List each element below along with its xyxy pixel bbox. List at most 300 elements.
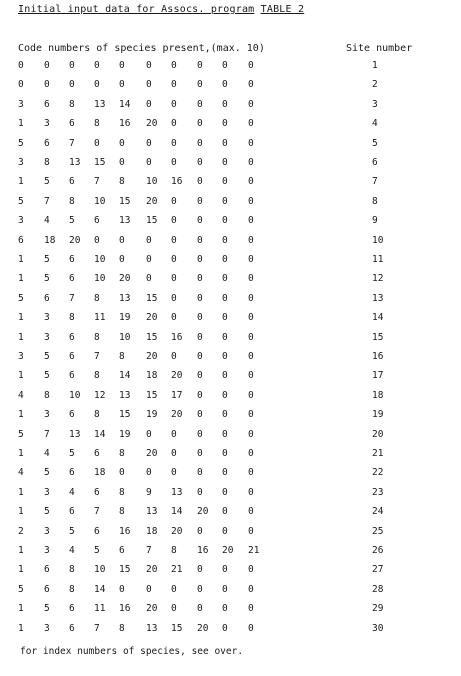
- species-code-cell: 13: [119, 215, 131, 227]
- species-code-cell: 6: [44, 137, 50, 149]
- species-code-cell: 20: [171, 525, 183, 537]
- species-code-cell: 0: [171, 157, 177, 168]
- species-code-cell: 6: [119, 545, 125, 556]
- species-code-cell: 0: [171, 351, 177, 362]
- species-code-cell: 3: [44, 525, 50, 537]
- species-code-cell: 0: [222, 448, 228, 459]
- species-code-cell: 3: [18, 157, 24, 168]
- species-code-cell: 15: [119, 564, 131, 576]
- table-row: [0, 564, 461, 576]
- species-code-cell: 1: [18, 370, 24, 382]
- species-code-cell: 0: [222, 603, 228, 615]
- species-code-cell: 8: [44, 389, 50, 401]
- site-number-cell: 17: [372, 370, 384, 382]
- species-code-cell: 3: [44, 545, 50, 556]
- species-code-cell: 0: [119, 79, 125, 91]
- species-code-cell: 15: [94, 157, 106, 168]
- species-code-cell: 0: [197, 409, 203, 421]
- species-code-cell: 1: [18, 564, 24, 576]
- species-code-cell: 20: [197, 506, 209, 518]
- species-code-cell: 10: [94, 254, 106, 265]
- species-code-cell: 0: [197, 60, 203, 71]
- species-code-cell: 0: [197, 583, 203, 595]
- species-code-cell: 21: [248, 545, 260, 556]
- species-code-cell: 0: [197, 273, 203, 285]
- species-code-cell: 8: [119, 351, 125, 362]
- species-code-cell: 6: [69, 622, 75, 634]
- species-code-cell: 16: [171, 176, 183, 188]
- species-code-cell: 0: [146, 273, 152, 285]
- species-code-cell: 0: [248, 525, 254, 537]
- species-code-cell: 13: [146, 506, 158, 518]
- species-code-cell: 6: [44, 98, 50, 110]
- species-code-cell: 0: [222, 292, 228, 304]
- species-code-cell: 0: [248, 292, 254, 304]
- species-code-cell: 16: [197, 545, 209, 556]
- species-code-cell: 0: [197, 215, 203, 227]
- species-code-cell: 0: [69, 79, 75, 91]
- species-code-cell: 5: [44, 254, 50, 265]
- species-code-cell: 13: [69, 157, 81, 168]
- species-code-cell: 6: [69, 370, 75, 382]
- table-row: [0, 138, 461, 150]
- species-code-cell: 8: [69, 195, 75, 207]
- species-code-cell: 8: [69, 564, 75, 576]
- species-code-cell: 1: [18, 622, 24, 634]
- species-code-cell: 15: [119, 409, 131, 421]
- species-code-cell: 0: [171, 312, 177, 324]
- species-code-cell: 0: [248, 118, 254, 130]
- species-code-cell: 10: [119, 331, 131, 343]
- species-code-cell: 20: [146, 564, 158, 576]
- species-code-cell: 0: [222, 622, 228, 634]
- species-code-cell: 0: [197, 428, 203, 440]
- species-code-cell: 11: [94, 312, 106, 324]
- species-code-cell: 0: [248, 79, 254, 91]
- species-code-cell: 7: [69, 137, 75, 149]
- species-code-cell: 0: [248, 506, 254, 518]
- species-code-cell: 0: [119, 234, 125, 246]
- species-code-cell: 0: [248, 564, 254, 576]
- species-code-cell: 16: [119, 603, 131, 615]
- species-code-cell: 7: [94, 176, 100, 188]
- species-code-cell: 3: [44, 118, 50, 130]
- species-code-cell: 0: [197, 564, 203, 576]
- species-code-cell: 7: [94, 622, 100, 634]
- species-code-cell: 15: [119, 195, 131, 207]
- species-code-cell: 15: [171, 622, 183, 634]
- table-row: [0, 584, 461, 596]
- species-code-cell: 0: [248, 486, 254, 498]
- species-code-cell: 0: [171, 583, 177, 595]
- species-code-cell: 7: [94, 506, 100, 518]
- species-code-cell: 0: [146, 428, 152, 440]
- species-code-cell: 5: [94, 545, 100, 556]
- species-code-cell: 0: [197, 98, 203, 110]
- species-code-cell: 0: [222, 273, 228, 285]
- species-code-cell: 6: [69, 409, 75, 421]
- species-code-cell: 0: [171, 467, 177, 479]
- species-code-cell: 7: [44, 195, 50, 207]
- species-code-cell: 20: [171, 409, 183, 421]
- species-code-cell: 0: [222, 98, 228, 110]
- species-code-cell: 11: [94, 603, 106, 615]
- species-code-cell: 3: [44, 486, 50, 498]
- species-code-cell: 0: [248, 622, 254, 634]
- species-code-cell: 0: [197, 525, 203, 537]
- species-code-cell: 14: [94, 428, 106, 440]
- species-code-cell: 8: [119, 622, 125, 634]
- table-row: [0, 351, 461, 363]
- table-row: [0, 370, 461, 382]
- species-code-cell: 4: [69, 545, 75, 556]
- species-code-cell: 10: [146, 176, 158, 188]
- site-number-cell: 19: [372, 409, 384, 421]
- species-code-cell: 3: [44, 312, 50, 324]
- species-code-cell: 0: [197, 370, 203, 382]
- species-code-cell: 13: [119, 389, 131, 401]
- site-number-header: Site number: [346, 43, 413, 54]
- table-row: [0, 273, 461, 285]
- species-code-cell: 20: [69, 234, 81, 246]
- species-code-cell: 2: [18, 525, 24, 537]
- site-number-cell: 5: [372, 137, 378, 149]
- species-code-cell: 0: [197, 137, 203, 149]
- species-code-cell: 10: [94, 564, 106, 576]
- species-code-cell: 0: [197, 389, 203, 401]
- species-code-cell: 14: [119, 98, 131, 110]
- species-code-cell: 0: [197, 603, 203, 615]
- species-code-cell: 18: [94, 467, 106, 479]
- species-code-cell: 0: [197, 467, 203, 479]
- site-number-cell: 16: [372, 351, 384, 362]
- species-code-cell: 6: [94, 525, 100, 537]
- species-code-cell: 19: [146, 409, 158, 421]
- table-row: [0, 157, 461, 169]
- species-code-cell: 0: [222, 79, 228, 91]
- species-code-cell: 0: [18, 79, 24, 91]
- species-code-cell: 0: [119, 60, 125, 71]
- species-code-cell: 0: [197, 195, 203, 207]
- species-code-cell: 13: [69, 428, 81, 440]
- species-code-cell: 5: [44, 603, 50, 615]
- species-code-cell: 20: [146, 351, 158, 362]
- species-code-cell: 0: [119, 254, 125, 265]
- species-code-cell: 5: [18, 583, 24, 595]
- species-code-cell: 0: [146, 234, 152, 246]
- table-row: [0, 293, 461, 305]
- site-number-cell: 15: [372, 331, 384, 343]
- species-code-cell: 5: [18, 428, 24, 440]
- species-code-cell: 0: [248, 273, 254, 285]
- species-code-cell: 0: [197, 351, 203, 362]
- species-code-cell: 0: [171, 428, 177, 440]
- site-number-cell: 10: [372, 234, 384, 246]
- species-code-cell: 8: [94, 331, 100, 343]
- species-code-cell: 0: [248, 467, 254, 479]
- species-code-cell: 0: [171, 118, 177, 130]
- species-code-cell: 0: [222, 564, 228, 576]
- species-code-cell: 10: [94, 273, 106, 285]
- species-code-cell: 20: [146, 118, 158, 130]
- species-code-cell: 5: [44, 370, 50, 382]
- species-code-cell: 0: [171, 234, 177, 246]
- table-row: [0, 254, 461, 266]
- species-code-cell: 0: [222, 312, 228, 324]
- species-code-cell: 14: [119, 370, 131, 382]
- site-number-cell: 22: [372, 467, 384, 479]
- species-code-cell: 0: [248, 234, 254, 246]
- species-code-cell: 14: [94, 583, 106, 595]
- table-row: [0, 215, 461, 227]
- table-row: [0, 235, 461, 247]
- species-code-cell: 0: [222, 428, 228, 440]
- table-row: [0, 429, 461, 441]
- species-code-cell: 1: [18, 254, 24, 265]
- species-code-cell: 0: [248, 603, 254, 615]
- species-code-cell: 20: [146, 448, 158, 459]
- species-code-cell: 5: [44, 273, 50, 285]
- species-code-cell: 1: [18, 409, 24, 421]
- species-code-cell: 0: [94, 79, 100, 91]
- species-code-cell: 0: [248, 215, 254, 227]
- species-code-cell: 10: [94, 195, 106, 207]
- species-code-cell: 13: [94, 98, 106, 110]
- site-number-cell: 9: [372, 215, 378, 227]
- footer-note: for index numbers of species, see over.: [20, 646, 244, 657]
- species-code-cell: 0: [171, 60, 177, 71]
- table-row: [0, 448, 461, 460]
- species-code-cell: 20: [146, 312, 158, 324]
- species-code-cell: 0: [119, 157, 125, 168]
- species-code-cell: 0: [197, 79, 203, 91]
- species-code-cell: 15: [146, 292, 158, 304]
- site-number-cell: 23: [372, 486, 384, 498]
- species-code-cell: 9: [146, 486, 152, 498]
- table-row: [0, 545, 461, 557]
- species-code-cell: 0: [222, 195, 228, 207]
- species-code-cell: 1: [18, 312, 24, 324]
- species-code-cell: 1: [18, 448, 24, 459]
- species-code-cell: 8: [44, 157, 50, 168]
- table-row: [0, 409, 461, 421]
- species-code-cell: 0: [197, 234, 203, 246]
- species-code-cell: 0: [248, 370, 254, 382]
- site-number-cell: 21: [372, 448, 384, 459]
- species-code-cell: 0: [248, 409, 254, 421]
- species-code-cell: 13: [146, 622, 158, 634]
- species-code-cell: 0: [222, 118, 228, 130]
- site-number-cell: 14: [372, 312, 384, 324]
- species-code-cell: 0: [171, 98, 177, 110]
- species-code-cell: 0: [222, 60, 228, 71]
- species-code-cell: 5: [44, 176, 50, 188]
- site-number-cell: 1: [372, 60, 378, 71]
- species-code-cell: 18: [146, 370, 158, 382]
- species-code-cell: 0: [146, 157, 152, 168]
- species-code-cell: 0: [248, 176, 254, 188]
- species-code-cell: 0: [222, 254, 228, 265]
- species-code-cell: 0: [197, 448, 203, 459]
- species-code-cell: 0: [222, 583, 228, 595]
- table-row: [0, 603, 461, 615]
- site-number-cell: 28: [372, 583, 384, 595]
- species-code-cell: 19: [119, 428, 131, 440]
- species-code-cell: 8: [119, 176, 125, 188]
- table-row: [0, 526, 461, 538]
- site-number-cell: 20: [372, 428, 384, 440]
- species-code-cell: 0: [248, 583, 254, 595]
- species-code-cell: 20: [119, 273, 131, 285]
- species-code-cell: 0: [222, 351, 228, 362]
- species-code-cell: 3: [44, 409, 50, 421]
- species-code-cell: 0: [248, 195, 254, 207]
- site-number-cell: 3: [372, 98, 378, 110]
- species-code-cell: 0: [18, 60, 24, 71]
- species-code-cell: 3: [18, 215, 24, 227]
- species-code-cell: 0: [146, 60, 152, 71]
- table-row: [0, 60, 461, 72]
- species-code-cell: 0: [197, 254, 203, 265]
- species-code-cell: 19: [119, 312, 131, 324]
- species-code-cell: 0: [197, 292, 203, 304]
- species-code-cell: 6: [69, 254, 75, 265]
- site-number-cell: 26: [372, 545, 384, 556]
- species-code-cell: 8: [69, 98, 75, 110]
- species-code-cell: 0: [171, 292, 177, 304]
- table-row: [0, 312, 461, 324]
- species-code-cell: 0: [171, 273, 177, 285]
- species-code-cell: 6: [69, 331, 75, 343]
- species-code-cell: 0: [94, 137, 100, 149]
- site-number-cell: 18: [372, 389, 384, 401]
- species-code-cell: 0: [146, 467, 152, 479]
- species-code-cell: 6: [69, 118, 75, 130]
- species-code-cell: 6: [44, 564, 50, 576]
- species-code-cell: 6: [69, 351, 75, 362]
- species-code-cell: 7: [69, 292, 75, 304]
- species-code-cell: 20: [197, 622, 209, 634]
- species-code-cell: 0: [248, 331, 254, 343]
- species-code-cell: 0: [197, 157, 203, 168]
- species-code-cell: 1: [18, 331, 24, 343]
- species-code-cell: 5: [69, 215, 75, 227]
- species-code-cell: 18: [44, 234, 56, 246]
- species-code-cell: 3: [44, 622, 50, 634]
- species-code-cell: 0: [248, 60, 254, 71]
- species-code-cell: 6: [94, 215, 100, 227]
- table-row: [0, 390, 461, 402]
- species-code-cell: 0: [222, 157, 228, 168]
- site-number-cell: 7: [372, 176, 378, 188]
- species-code-cell: 6: [18, 234, 24, 246]
- species-code-cell: 7: [146, 545, 152, 556]
- species-code-cell: 0: [248, 448, 254, 459]
- species-code-cell: 6: [69, 506, 75, 518]
- species-code-cell: 0: [222, 370, 228, 382]
- species-code-cell: 1: [18, 506, 24, 518]
- species-code-cell: 7: [44, 428, 50, 440]
- species-code-cell: 0: [222, 525, 228, 537]
- species-code-cell: 4: [69, 486, 75, 498]
- species-code-cell: 6: [69, 603, 75, 615]
- species-code-cell: 0: [222, 137, 228, 149]
- site-number-cell: 2: [372, 79, 378, 91]
- species-code-cell: 13: [119, 292, 131, 304]
- species-code-cell: 0: [197, 312, 203, 324]
- species-code-cell: 0: [222, 331, 228, 343]
- species-code-cell: 5: [18, 195, 24, 207]
- species-code-cell: 0: [119, 137, 125, 149]
- species-codes-header: Code numbers of species present,(max. 10): [18, 43, 265, 54]
- species-code-cell: 0: [44, 60, 50, 71]
- species-code-cell: 5: [44, 506, 50, 518]
- species-code-cell: 4: [18, 467, 24, 479]
- species-code-cell: 4: [44, 215, 50, 227]
- species-code-cell: 16: [119, 525, 131, 537]
- species-code-cell: 6: [69, 273, 75, 285]
- species-code-cell: 0: [248, 254, 254, 265]
- species-code-cell: 16: [119, 118, 131, 130]
- site-number-cell: 25: [372, 525, 384, 537]
- species-code-cell: 0: [146, 254, 152, 265]
- species-code-cell: 5: [18, 137, 24, 149]
- species-code-cell: 0: [248, 312, 254, 324]
- species-code-cell: 8: [94, 118, 100, 130]
- species-code-cell: 0: [146, 98, 152, 110]
- species-code-cell: 20: [222, 545, 234, 556]
- species-code-cell: 0: [171, 254, 177, 265]
- species-code-cell: 20: [146, 195, 158, 207]
- table-row: [0, 467, 461, 479]
- species-code-cell: 13: [171, 486, 183, 498]
- species-code-cell: 8: [69, 583, 75, 595]
- title-table-label: TABLE 2: [260, 4, 305, 15]
- table-row: [0, 332, 461, 344]
- species-code-cell: 0: [94, 60, 100, 71]
- species-code-cell: 7: [94, 351, 100, 362]
- species-code-cell: 1: [18, 118, 24, 130]
- species-code-cell: 5: [69, 448, 75, 459]
- species-code-cell: 0: [248, 428, 254, 440]
- species-code-cell: 0: [222, 467, 228, 479]
- species-code-cell: 0: [197, 176, 203, 188]
- species-code-cell: 0: [171, 215, 177, 227]
- species-code-cell: 4: [44, 448, 50, 459]
- site-number-cell: 13: [372, 292, 384, 304]
- species-code-cell: 0: [222, 176, 228, 188]
- species-code-cell: 0: [248, 351, 254, 362]
- species-code-cell: 6: [69, 467, 75, 479]
- species-code-cell: 15: [146, 215, 158, 227]
- species-code-cell: 8: [94, 370, 100, 382]
- site-number-cell: 8: [372, 195, 378, 207]
- species-code-cell: 1: [18, 545, 24, 556]
- title-main: Initial input data for Assocs. program: [18, 4, 255, 15]
- species-code-cell: 5: [69, 525, 75, 537]
- species-code-cell: 0: [171, 137, 177, 149]
- site-number-cell: 24: [372, 506, 384, 518]
- species-code-cell: 0: [171, 195, 177, 207]
- species-code-cell: 5: [44, 467, 50, 479]
- species-code-cell: 1: [18, 176, 24, 188]
- species-code-cell: 0: [146, 79, 152, 91]
- species-code-cell: 0: [146, 583, 152, 595]
- species-code-cell: 0: [222, 409, 228, 421]
- species-code-cell: 8: [119, 506, 125, 518]
- site-number-cell: 29: [372, 603, 384, 615]
- species-code-cell: 3: [18, 98, 24, 110]
